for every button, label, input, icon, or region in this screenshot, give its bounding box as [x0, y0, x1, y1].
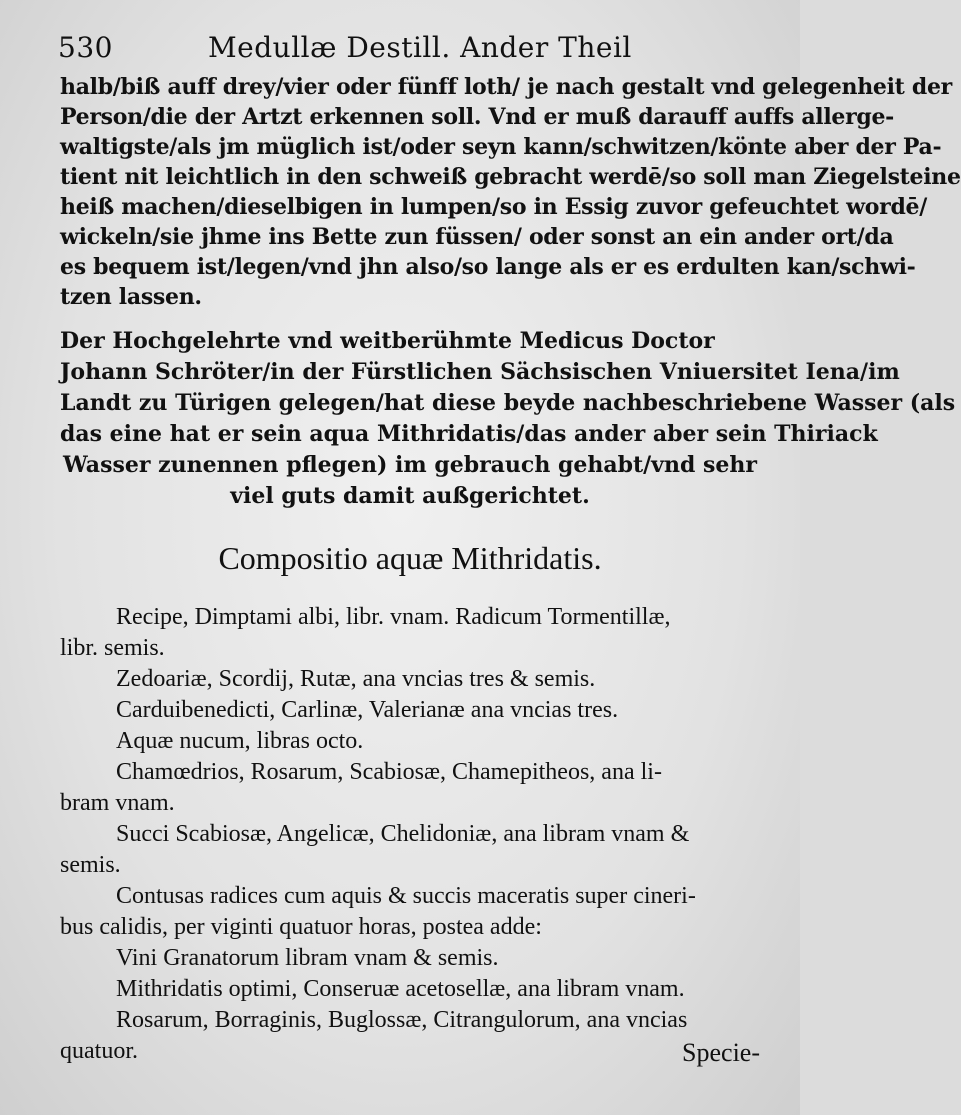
- paragraph-introduction: [60, 326, 956, 512]
- paragraph-continuation: [60, 72, 961, 312]
- recipe-line: bram vnam.: [60, 790, 175, 816]
- recipe-line: Recipe, Dimptami albi, libr. vnam. Radicum Tormentillæ,: [116, 604, 671, 630]
- recipe-line: Contusas radices cum aquis & succis maceratis super cineri-: [116, 883, 696, 909]
- recipe-list: [60, 602, 760, 1067]
- text-line: viel guts damit außgerichtet.: [230, 483, 590, 509]
- recipe-line: Vini Granatorum libram vnam & semis.: [116, 945, 499, 971]
- recipe-line: semis.: [60, 852, 121, 878]
- recipe-line: Aquæ nucum, libras octo.: [116, 728, 364, 754]
- catchword: Specie-: [682, 1038, 760, 1067]
- text-line: es bequem ist/legen/vnd jhn also/so lange als er es erdulten kan/schwi-: [60, 254, 916, 280]
- text-line: Person/die der Artzt erkennen soll. Vnd er muß darauff auffs allerge-: [60, 104, 895, 130]
- recipe-line: Carduibenedicti, Carlinæ, Valerianæ ana vncias tres.: [116, 697, 619, 723]
- recipe-line: Rosarum, Borraginis, Buglossæ, Citrangulorum, ana vncias: [116, 1007, 688, 1033]
- text-line: wickeln/sie jhme ins Bette zun füssen/ oder sonst an ein ander ort/da: [60, 224, 894, 250]
- text-line: Der Hochgelehrte vnd weitberühmte Medicus Doctor: [60, 328, 715, 354]
- recipe-line: Succi Scabiosæ, Angelicæ, Chelidoniæ, ana libram vnam &: [116, 821, 690, 847]
- text-line: Johann Schröter/in der Fürstlichen Sächsischen Vniuersitet Iena/im: [60, 359, 900, 385]
- text-line: tient nit leichtlich in den schweiß gebracht werdē/so soll man Ziegelsteine: [60, 164, 961, 190]
- page-number: 530: [58, 31, 113, 64]
- text-line: Wasser zunennen pflegen) im gebrauch gehabt/vnd sehr: [63, 452, 757, 478]
- text-line: tzen lassen.: [60, 284, 202, 310]
- recipe-line: Zedoariæ, Scordij, Rutæ, ana vncias tres & semis.: [116, 666, 596, 692]
- section-heading: Compositio aquæ Mithridatis.: [218, 540, 602, 576]
- running-title: Medullæ Destill. Ander Theil: [208, 31, 632, 64]
- recipe-line: quatuor.: [60, 1038, 138, 1064]
- text-line: Landt zu Türigen gelegen/hat diese beyde nachbeschriebene Wasser (als: [60, 390, 956, 416]
- text-line: waltigste/als jm müglich ist/oder seyn kann/schwitzen/könte aber der Pa-: [60, 134, 942, 160]
- text-line: das eine hat er sein aqua Mithridatis/das ander aber sein Thiriack: [60, 421, 878, 447]
- text-line: heiß machen/dieselbigen in lumpen/so in Essig zuvor gefeuchtet wordē/: [60, 194, 927, 220]
- recipe-line: Mithridatis optimi, Conseruæ acetosellæ, ana libram vnam.: [116, 976, 685, 1002]
- recipe-line: Chamœdrios, Rosarum, Scabiosæ, Chamepitheos, ana li-: [116, 759, 662, 785]
- running-header: [58, 28, 758, 68]
- recipe-line: bus calidis, per viginti quatuor horas, postea adde:: [60, 914, 542, 940]
- recipe-line: libr. semis.: [60, 635, 165, 661]
- text-line: halb/biß auff drey/vier oder fünff loth/ je nach gestalt vnd gelegenheit der: [60, 74, 952, 100]
